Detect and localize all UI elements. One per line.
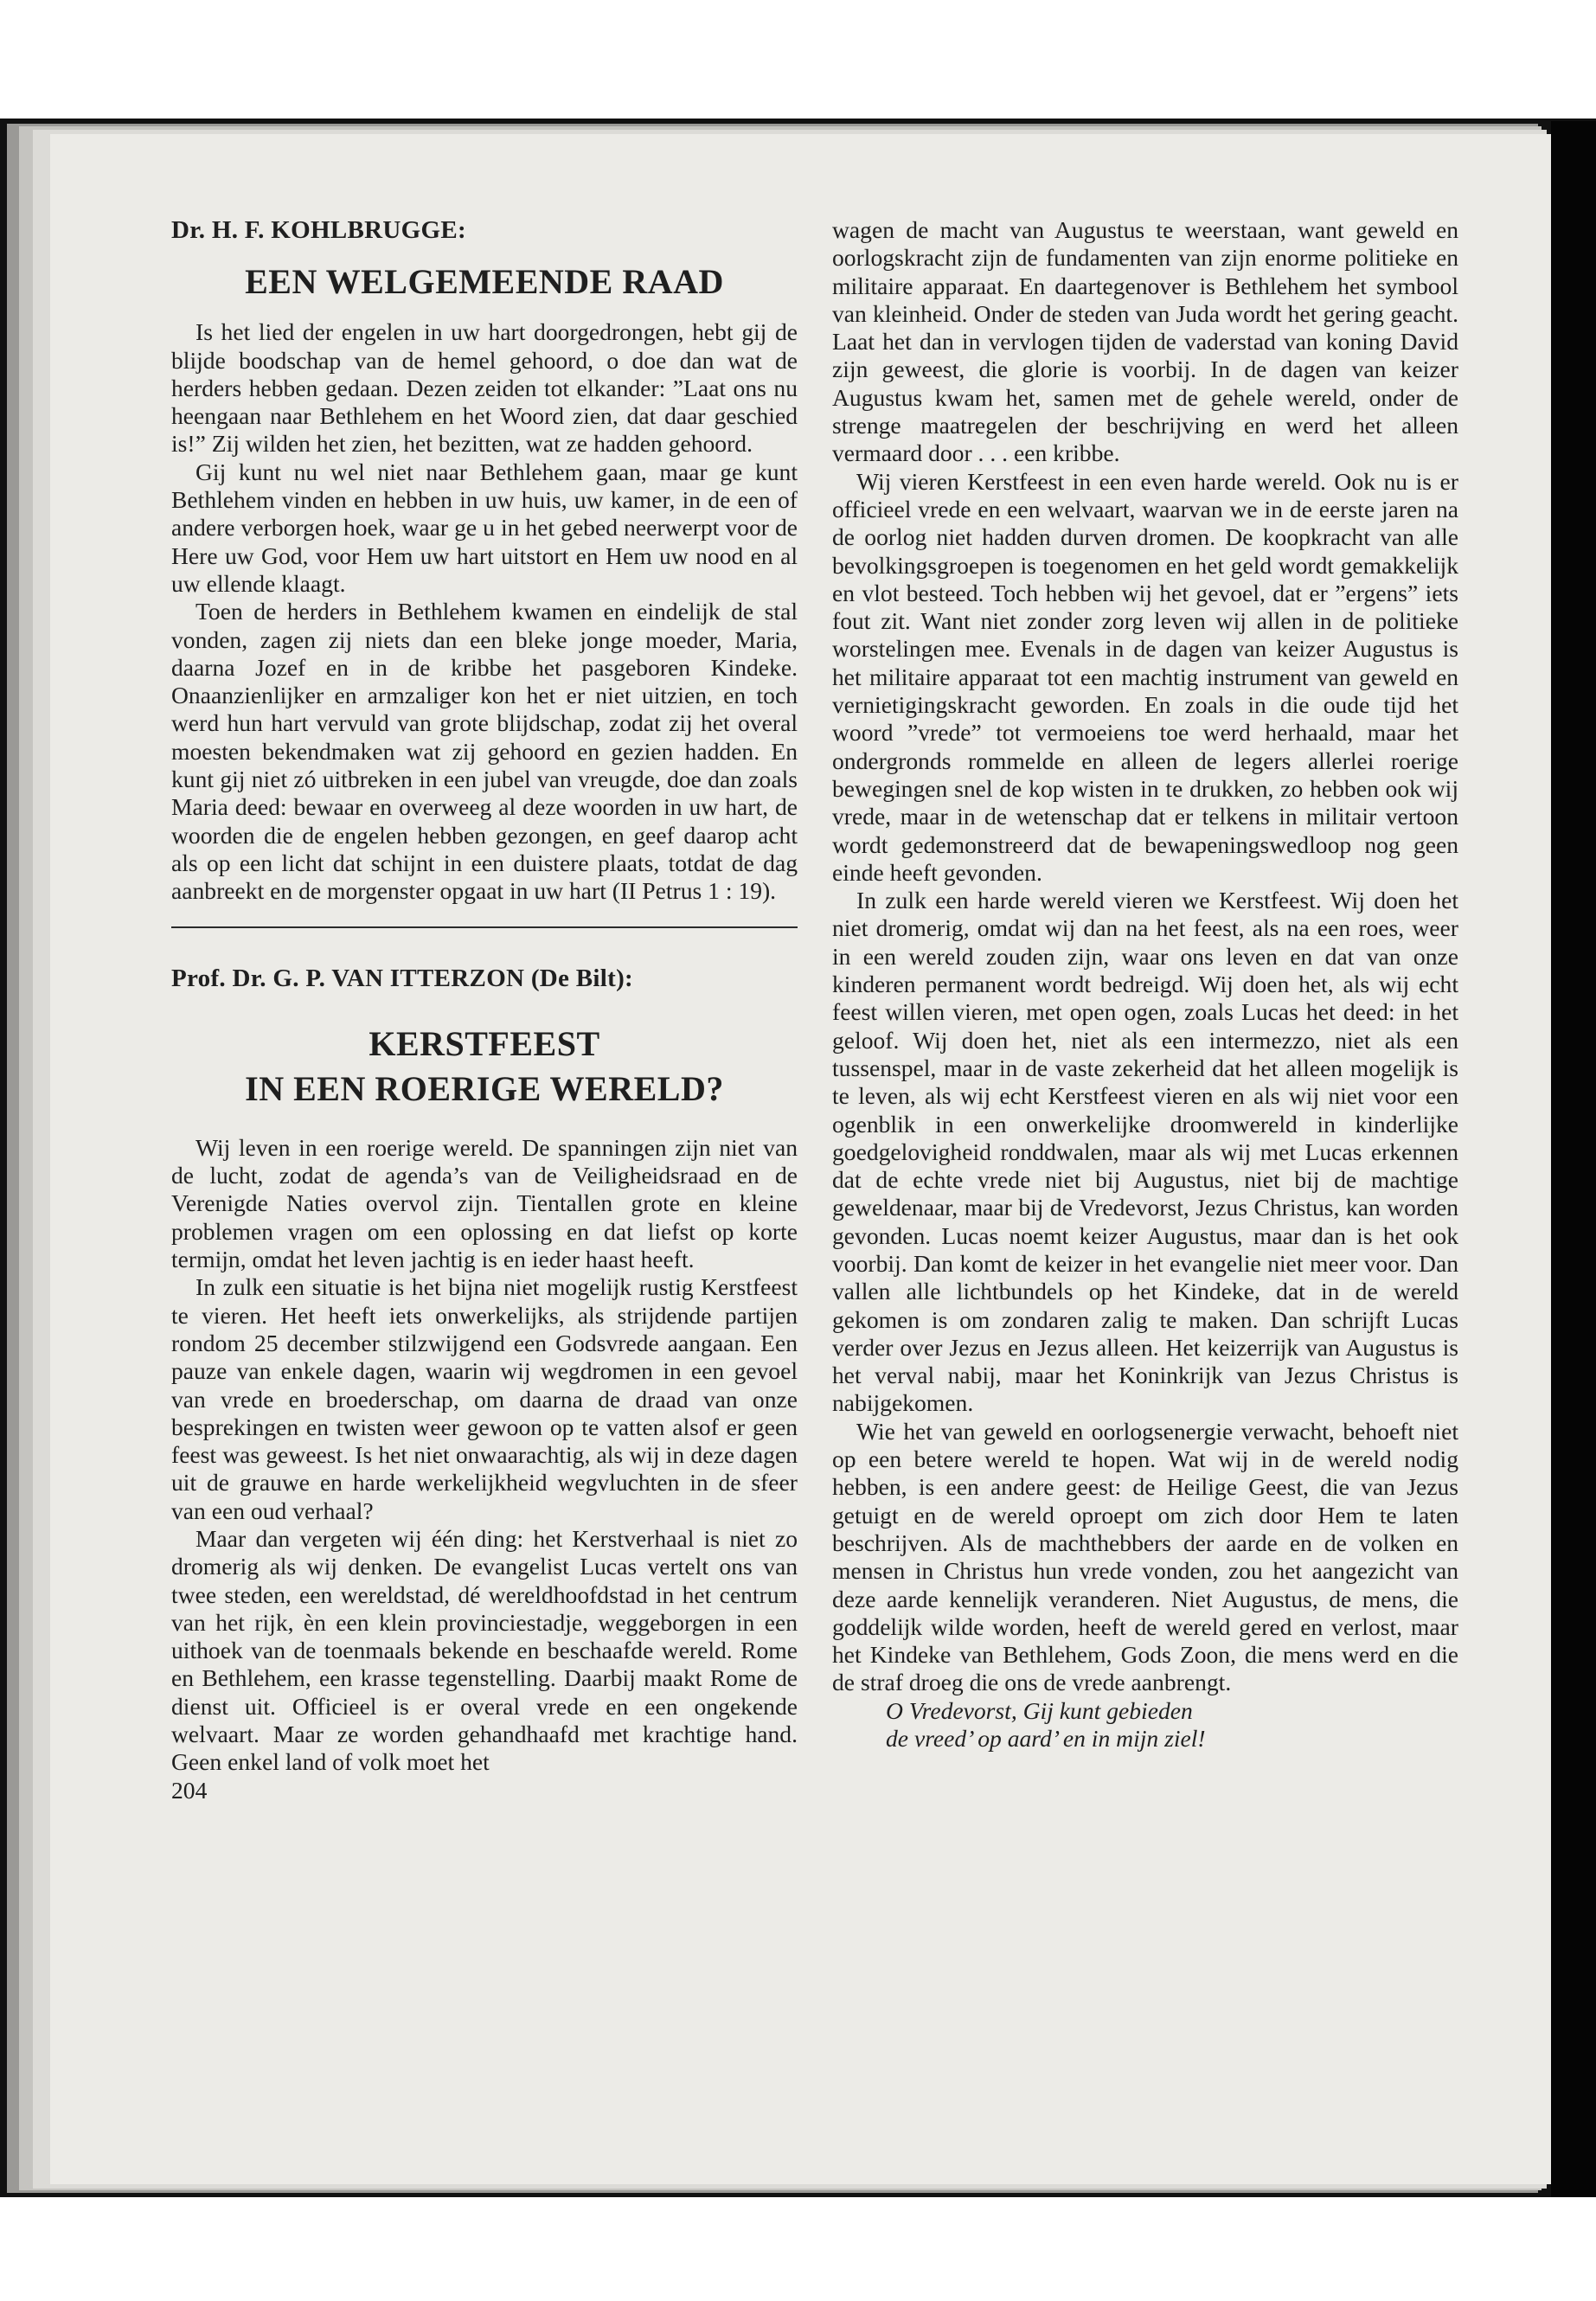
article2-paragraph: Wij vieren Kerstfeest in een even harde wereld. Ook nu is er officieel vrede en een welvaart, waarvan we in de eerste jaren na de oorlog niet hadden durven dromen. De koopkracht van alle bevolkingsgroepen is toegenomen en het geld wordt gemakkelijk en vlot besteed. Toch hebben wij het gevoel, dat er ”ergens” iets fout zit. Want niet zonder zorg leven wij allen in de politieke worstelingen mee. Evenals in de dagen van keizer Augustus is het militaire apparaat tot een machtig instrument van geweld en vernietigingskracht geworden. En zoals in die oude tijd het woord ”vrede” tot vermoeiens toe werd herhaald, maar het ondergronds rommelde en alleen de legers allerlei roerige bewegingen snel de kop wisten in te drukken, zo hebben ook wij vrede, maar in de wetenschap dat er telkens in militair vertoon wordt gedemonstreerd dat de bewapeningswedloop nog geen einde heeft gevonden. [832,467,1458,886]
article2-title-line2: IN EEN ROERIGE WERELD? [245,1068,724,1108]
page-number: 204 [171,1776,208,1804]
right-column [832,216,1458,1753]
article1-author: Dr. H. F. KOHLBRUGGE: [171,216,466,244]
article2-paragraph: Wij leven in een roerige wereld. De spanningen zijn niet van de lucht, zodat de agenda’s van de Veiligheidsraad en de Verenigde Naties overvol zijn. Tientallen grote en kleine problemen vragen om een oplossing en dat liefst op korte termijn, omdat het leven jachtig is en ieder haast heeft. [171,1133,798,1273]
article2-paragraph: In zulk een harde wereld vieren we Kerstfeest. Wij doen het niet dromerig, omdat wij dan na het feest, als na een roes, weer in een wereld zouden zijn, waar ons leven en dat van onze kinderen permanent wordt bedreigd. Wij doen het, als wij echt feest willen vieren, met open ogen, zoals Lucas het deed: in het geloof. Wij doen het, niet als een intermezzo, niet als een tussenspel, maar in de vaste zekerheid dat het alleen mogelijk is te leven, als wij echt Kerstfeest vieren en als wij niet voor een ogenblik in een onwerkelijke droomwereld in kinderlijke goedgelovigheid ronddwalen, maar als wij met Lucas erkennen dat de echte vrede niet bij Augustus, niet bij de machtige geweldenaar, maar bij de Vredevorst, Jezus Christus, kan worden gevonden. Lucas noemt keizer Augustus, maar dan is het ook voorbij. Dan komt de keizer in het evangelie niet meer voor. Dan vallen alle lichtbundels op het Kindeke, dat in de wereld gekomen is om zondaren zalig te maken. Dan schrijft Lucas verder over Jezus en Jezus alleen. Het keizerrijk van Augustus is het verval nabij, maar het Koninkrijk van Jezus Christus is nabijgekomen. [832,887,1458,1417]
article2-title [171,1022,798,1112]
article2-paragraph: In zulk een situatie is het bijna niet mogelijk rustig Kerstfeest te vieren. Het heeft iets onwerkelijks, als strijdende partijen rondom 25 december stilzwijgend een Godsvrede aangaan. Een pauze van enkele dagen, waarin wij wegdromen in een gevoel van vrede en broederschap, om daarna de draad van onze besprekingen en twisten weer gewoon op te vatten alsof er geen feest was geweest. Is het niet onwaarachtig, als wij in deze dagen uit de grauwe en harde werkelijkheid wegvluchten in de sfeer van een oud verhaal? [171,1273,798,1524]
article1-paragraph: Gij kunt nu wel niet naar Bethlehem gaan, maar ge kunt Bethlehem vinden en hebben in uw huis, uw kamer, in de een of andere verborgen hoek, waar ge u in het gebed neerwerpt voor de Here uw God, voor Hem uw hart uitstort en Hem uw nood en al uw ellende klaagt. [171,458,798,597]
article1-title: EEN WELGEMEENDE RAAD [245,262,724,302]
left-column [171,216,798,1804]
article-divider [171,926,798,928]
article2-title-line1: KERSTFEEST [369,1023,600,1063]
verse-line: O Vredevorst, Gij kunt gebieden [886,1696,1193,1724]
article2-paragraph: Wie het van geweld en oorlogsenergie verwacht, behoeft niet op een betere wereld te hopen. Wat wij in de wereld nodig hebben, is een andere geest: de Heilige Geest, die van Jezus getuigt en de wereld oproept om zich door Hem te laten beschrijven. Als de machthebbers der aarde en de volken en mensen in Christus hun vrede vonden, zou het aangezicht van deze aarde kennelijk veranderen. Niet Augustus, de mens, die goddelijk wilde worden, heeft de wereld gered en verlost, maar het Kindeke van Bethlehem, Gods Zoon, die mens werd en die de straf droeg die ons de vrede aanbrengt. [832,1417,1458,1696]
article1-paragraph: Toen de herders in Bethlehem kwamen en eindelijk de stal vonden, zagen zij niets dan een bleke jonge moeder, Maria, daarna Jozef en in de kribbe het pasgeboren Kindeke. Onaanzienlijker en armzaliger kon het er niet uitzien, en toch werd hun hart vervuld van grote blijdschap, zodat zij het overal moesten bekendmaken wat zij gehoord en gezien hadden. En kunt gij niet zó uitbreken in een jubel van vreugde, doe dan zoals Maria deed: bewaar en overweeg al deze woorden in uw hart, de woorden die de engelen hebben gezongen, en geef daarop acht als op een licht dat schijnt in een duistere plaats, totdat de dag aanbreekt en de morgenster opgaat in uw hart (II Petrus 1 : 19). [171,598,798,905]
article2-paragraph: wagen de macht van Augustus te weerstaan, want geweld en oorlogskracht zijn de fundamenten van zijn enorme politieke en militaire apparaat. En daartegenover is Bethlehem het symbool van kleinheid. Onder de steden van Juda wordt het gering geacht. Laat het dan in vervlogen tijden de vaderstad van koning David zijn geweest, die glorie is voorbij. In de dagen van keizer Augustus kwam het, samen met de gehele wereld, onder de strenge maatregelen der beschrijving en werd het alleen vermaard door . . . een kribbe. [832,216,1458,467]
article1-paragraph: Is het lied der engelen in uw hart doorgedrongen, hebt gij de blijde boodschap van de hemel gehoord, o doe dan wat de herders hebben gedaan. Dezen zeiden tot elkander: ”Laat ons nu heengaan naar Bethlehem en het Woord zien, dat daar geschied is!” Zij wilden het zien, het bezitten, wat ze hadden gehoord. [171,318,798,458]
article2-paragraph: Maar dan vergeten wij één ding: het Kerstverhaal is niet zo dromerig als wij denken. De evangelist Lucas vertelt ons van twee steden, een wereldstad, dé wereldhoofdstad in het centrum van het rijk, èn een klein provinciestadje, weggeborgen in een uithoek van de toenmaals bekende en beschaafde wereld. Rome en Bethlehem, een krasse tegenstelling. Daarbij maakt Rome de dienst uit. Officieel is er overal vrede en een ongekende welvaart. Maar ze worden gehandhaafd met krachtige hand. Geen enkel land of volk moet het [171,1524,798,1776]
verse-line: de vreed’ op aard’ en in mijn ziel! [886,1725,1206,1753]
article2-author: Prof. Dr. G. P. VAN ITTERZON (De Bilt): [171,964,633,992]
